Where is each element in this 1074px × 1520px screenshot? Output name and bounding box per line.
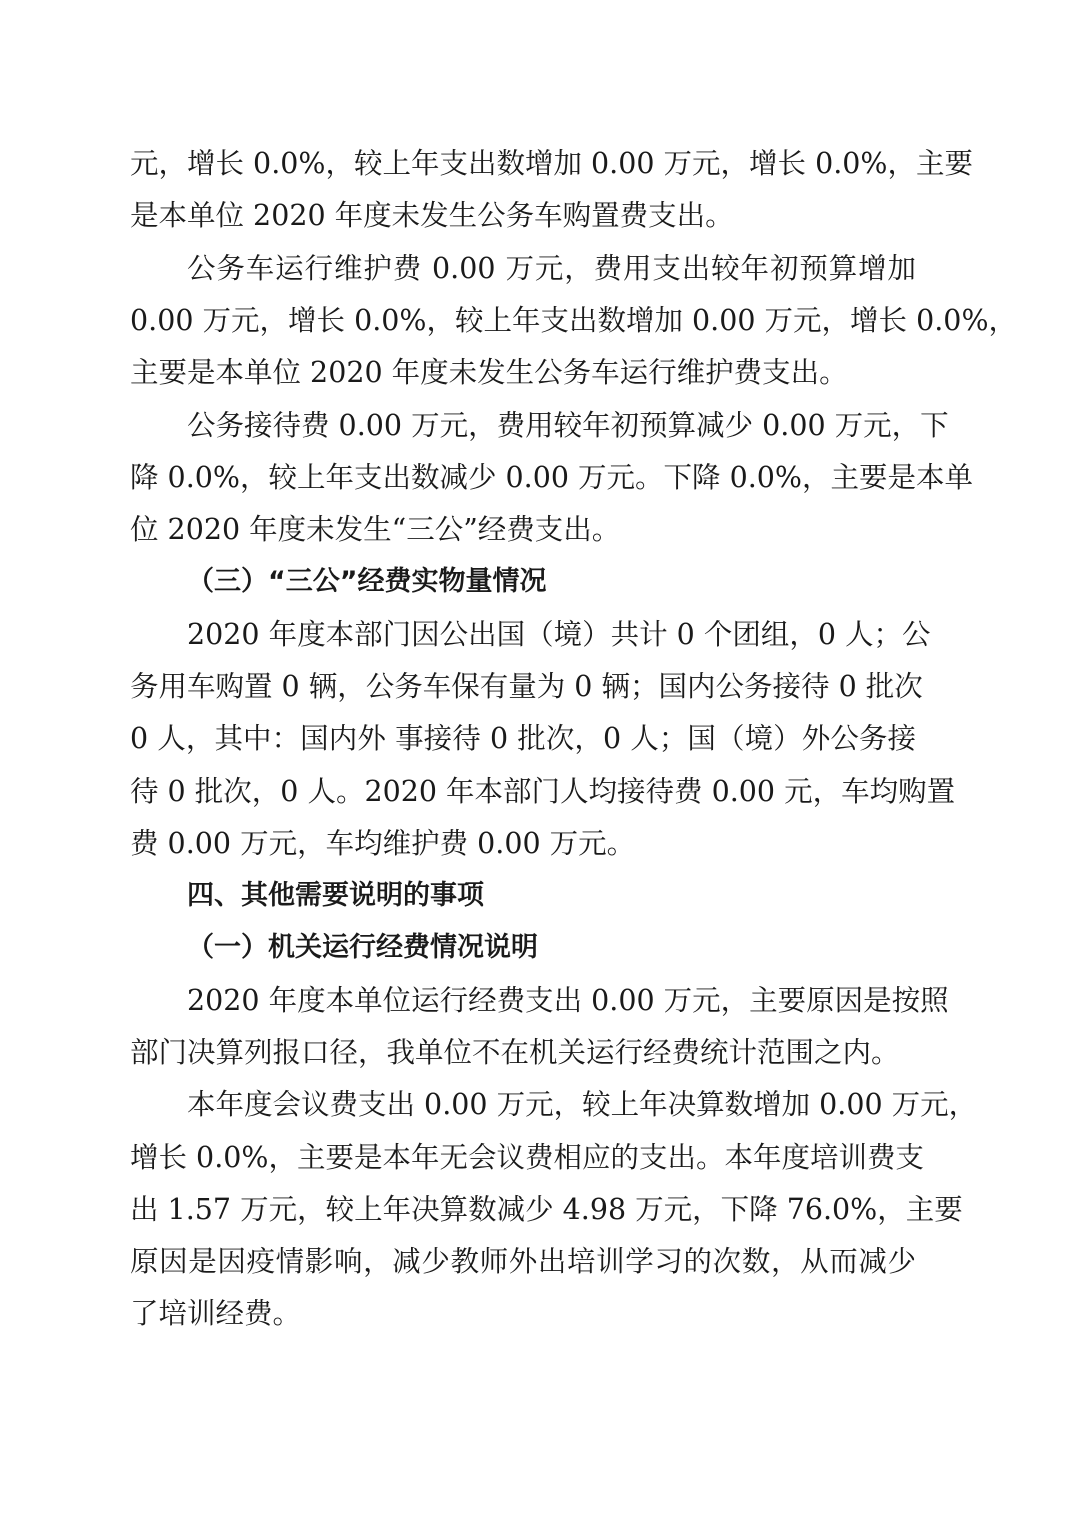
- paragraph-line: 是本单位 2020 年度未发生公务车购置费支出。: [130, 199, 734, 232]
- paragraph-line: 位 2020 年度未发生“三公”经费支出。: [130, 513, 621, 546]
- paragraph-line: 待 0 批次，0 人。2020 年本部门人均接待费 0.00 元，车均购置: [130, 775, 956, 808]
- paragraph-line: 增长 0.0%，主要是本年无会议费相应的支出。本年度培训费支: [130, 1141, 924, 1174]
- section-heading: （三）“三公”经费实物量情况: [187, 566, 547, 597]
- paragraph-line: 0.00 万元，增长 0.0%，较上年支出数增加 0.00 万元，增长 0.0%，: [130, 304, 1018, 337]
- paragraph-line: 了培训经费。: [130, 1297, 302, 1330]
- paragraph-line: 务用车购置 0 辆，公务车保有量为 0 辆；国内公务接待 0 批次: [130, 670, 923, 703]
- paragraph-line: 公务车运行维护费 0.00 万元，费用支出较年初预算增加: [187, 252, 916, 285]
- paragraph-line: 元，增长 0.0%，较上年支出数增加 0.00 万元，增长 0.0%，主要: [130, 147, 974, 180]
- paragraph-line: 0 人，其中：国内外 事接待 0 批次，0 人；国（境）外公务接: [130, 722, 916, 755]
- paragraph-line: 2020 年度本单位运行经费支出 0.00 万元，主要原因是按照: [187, 984, 949, 1017]
- paragraph-line: 主要是本单位 2020 年度未发生公务车运行维护费支出。: [130, 356, 848, 389]
- paragraph-line: 降 0.0%，较上年支出数减少 0.00 万元。下降 0.0%，主要是本单: [130, 461, 974, 494]
- paragraph-line: 本年度会议费支出 0.00 万元，较上年决算数增加 0.00 万元，: [187, 1088, 978, 1121]
- subsection-heading: （一）机关运行经费情况说明: [187, 932, 538, 963]
- paragraph-line: 部门决算列报口径，我单位不在机关运行经费统计范围之内。: [130, 1036, 900, 1069]
- section-heading: 四、其他需要说明的事项: [187, 880, 484, 911]
- paragraph-line: 费 0.00 万元，车均维护费 0.00 万元。: [130, 827, 636, 860]
- paragraph-line: 出 1.57 万元，较上年决算数减少 4.98 万元，下降 76.0%，主要: [130, 1193, 963, 1226]
- paragraph-line: 2020 年度本部门因公出国（境）共计 0 个团组，0 人；公: [187, 618, 931, 651]
- paragraph-line: 原因是因疫情影响，减少教师外出培训学习的次数，从而减少: [130, 1245, 916, 1278]
- paragraph-line: 公务接待费 0.00 万元，费用较年初预算减少 0.00 万元，下: [187, 409, 949, 442]
